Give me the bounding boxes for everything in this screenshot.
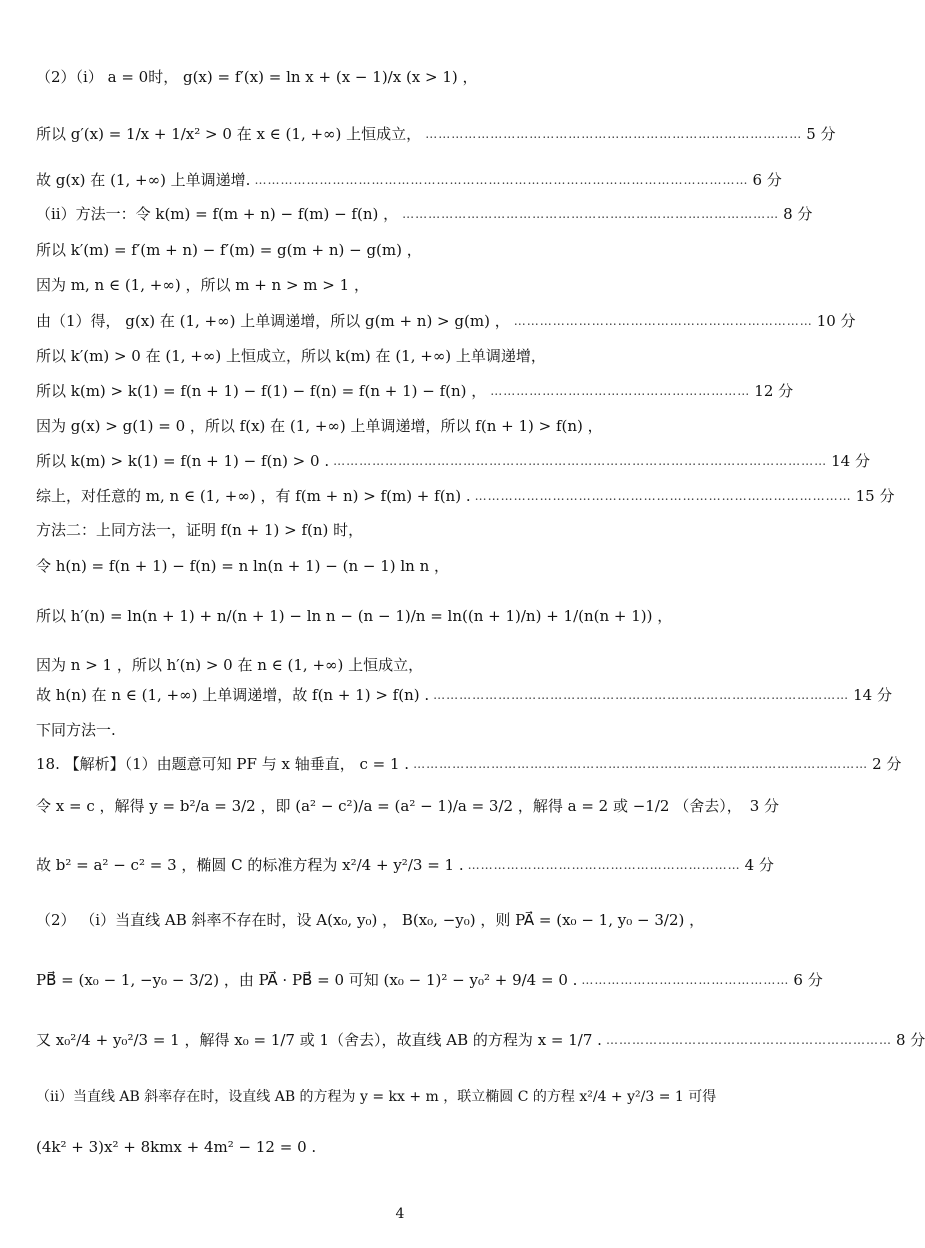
score-label: 10 分: [816, 312, 856, 330]
score-label: 14 分: [853, 686, 892, 704]
leader-dots: ……………………………………………………………: [513, 314, 813, 328]
leader-dots: ……………………………………………………………………………………………………: [254, 173, 749, 187]
leader-dots: …………………………………………………………: [605, 1033, 892, 1047]
solution-line: （2）（i） a = 0时， g(x) = f′(x) = ln x + (x − 1)/x (x > 1) ，: [36, 68, 478, 86]
solution-line: 下同方法一.: [36, 721, 116, 739]
solution-line: （ii）方法一：令 k(m) = f(m + n) − f(m) − f(n) ， …………………………………………………………………………… 8 分: [36, 205, 813, 223]
solution-line: 故 g(x) 在 (1, +∞) 上单调递增. …………………………………………………………………………………………………… 6 分: [36, 171, 782, 189]
score-label: 15 分: [855, 487, 895, 505]
solution-line: 因为 n > 1 ，所以 h′(n) > 0 在 n ∈ (1, +∞) 上恒成立，: [36, 656, 424, 674]
score-label: 4 分: [744, 856, 774, 874]
solution-line: 令 x = c ，解得 y = b²/a = 3/2 ，即 (a² − c²)/a = (a² − 1)/a = 3/2 ，解得 a = 2 或 −1/2 （舍去）， 3 分: [36, 797, 780, 815]
solution-line: 所以 k(m) > k(1) = f(n + 1) − f(n) > 0 . …………………………………………………………………………………………………… 14 分: [36, 452, 870, 470]
leader-dots: ……………………………………………………: [490, 384, 751, 398]
score-label: 8 分: [895, 1031, 925, 1049]
score-label: 12 分: [754, 382, 794, 400]
solution-line: 令 h(n) = f(n + 1) − f(n) = n ln(n + 1) − (n − 1) ln n ，: [36, 557, 450, 575]
solution-line: 又 x₀²/4 + y₀²/3 = 1 ，解得 x₀ = 1/7 或 1（舍去），故直线 AB 的方程为 x = 1/7 . ………………………………………………………… 8 分: [36, 1031, 925, 1049]
solution-line: 故 b² = a² − c² = 3 ，椭圆 C 的标准方程为 x²/4 + y²/3 = 1 . ……………………………………………………… 4 分: [36, 856, 774, 874]
solution-line: 因为 g(x) > g(1) = 0 ，所以 f(x) 在 (1, +∞) 上单调递增，所以 f(n + 1) > f(n) ，: [36, 417, 603, 435]
solution-line: （2） （i）当直线 AB 斜率不存在时，设 A(x₀, y₀) ， B(x₀, −y₀) ，则 PA⃗ = (x₀ − 1, y₀ − 3/2) ，: [36, 911, 705, 929]
solution-line: PB⃗ = (x₀ − 1, −y₀ − 3/2) ，由 PA⃗ · PB⃗ = 0 可知 (x₀ − 1)² − y₀² + 9/4 = 0 . ………………………………………… 6 分: [36, 971, 823, 989]
score-label: 3 分: [749, 797, 780, 815]
solution-line: 18. 【解析】（1）由题意可知 PF 与 x 轴垂直， c = 1 . …………………………………………………………………………………………… 2 分: [36, 755, 902, 773]
solution-line: 所以 k′(m) > 0 在 (1, +∞) 上恒成立，所以 k(m) 在 (1, +∞) 上单调递增，: [36, 347, 546, 365]
solution-line: 综上，对任意的 m, n ∈ (1, +∞) ，有 f(m + n) > f(m) + f(n) . …………………………………………………………………………… 15 分: [36, 487, 895, 505]
leader-dots: ……………………………………………………………………………: [402, 207, 780, 221]
solution-line: 方法二：上同方法一，证明 f(n + 1) > f(n) 时，: [36, 521, 364, 539]
score-label: 2 分: [872, 755, 902, 773]
solution-line: （ii）当直线 AB 斜率存在时，设直线 AB 的方程为 y = kx + m ，联立椭圆 C 的方程 x²/4 + y²/3 = 1 可得: [36, 1089, 717, 1105]
solution-line: 由（1）得， g(x) 在 (1, +∞) 上单调递增，所以 g(m + n) > g(m) ， …………………………………………………………… 10 分: [36, 312, 856, 330]
leader-dots: ……………………………………………………………………………………………………: [333, 454, 828, 468]
solution-line: 所以 g′(x) = 1/x + 1/x² > 0 在 x ∈ (1, +∞) 上恒成立， …………………………………………………………………………… 5 分: [36, 125, 836, 143]
solution-line: 故 h(n) 在 n ∈ (1, +∞) 上单调递增，故 f(n + 1) > f(n) . …………………………………………………………………………………… 14 分: [36, 686, 892, 704]
score-label: 5 分: [806, 125, 836, 143]
score-label: 14 分: [831, 452, 870, 470]
leader-dots: …………………………………………: [581, 973, 790, 987]
leader-dots: ……………………………………………………………………………: [474, 489, 852, 503]
solution-line: (4k² + 3)x² + 8kmx + 4m² − 12 = 0 .: [36, 1138, 317, 1156]
solution-line: 所以 h′(n) = ln(n + 1) + n/(n + 1) − ln n − (n − 1)/n = ln((n + 1)/n) + 1/(n(n + 1)) ，: [36, 607, 673, 625]
solution-line: 所以 k′(m) = f′(m + n) − f′(m) = g(m + n) − g(m) ，: [36, 241, 422, 259]
page-number: 4: [395, 1206, 405, 1222]
leader-dots: ……………………………………………………………………………: [425, 127, 803, 141]
score-label: 6 分: [793, 971, 823, 989]
solution-line: 所以 k(m) > k(1) = f(n + 1) − f(1) − f(n) = f(n + 1) − f(n) ， …………………………………………………… 12 分: [36, 382, 794, 400]
leader-dots: ………………………………………………………: [467, 858, 741, 872]
solution-line: 因为 m, n ∈ (1, +∞) ，所以 m + n > m > 1 ，: [36, 276, 369, 294]
leader-dots: ……………………………………………………………………………………: [433, 688, 850, 702]
score-label: 8 分: [783, 205, 813, 223]
leader-dots: ……………………………………………………………………………………………: [413, 757, 869, 771]
score-label: 6 分: [752, 171, 782, 189]
